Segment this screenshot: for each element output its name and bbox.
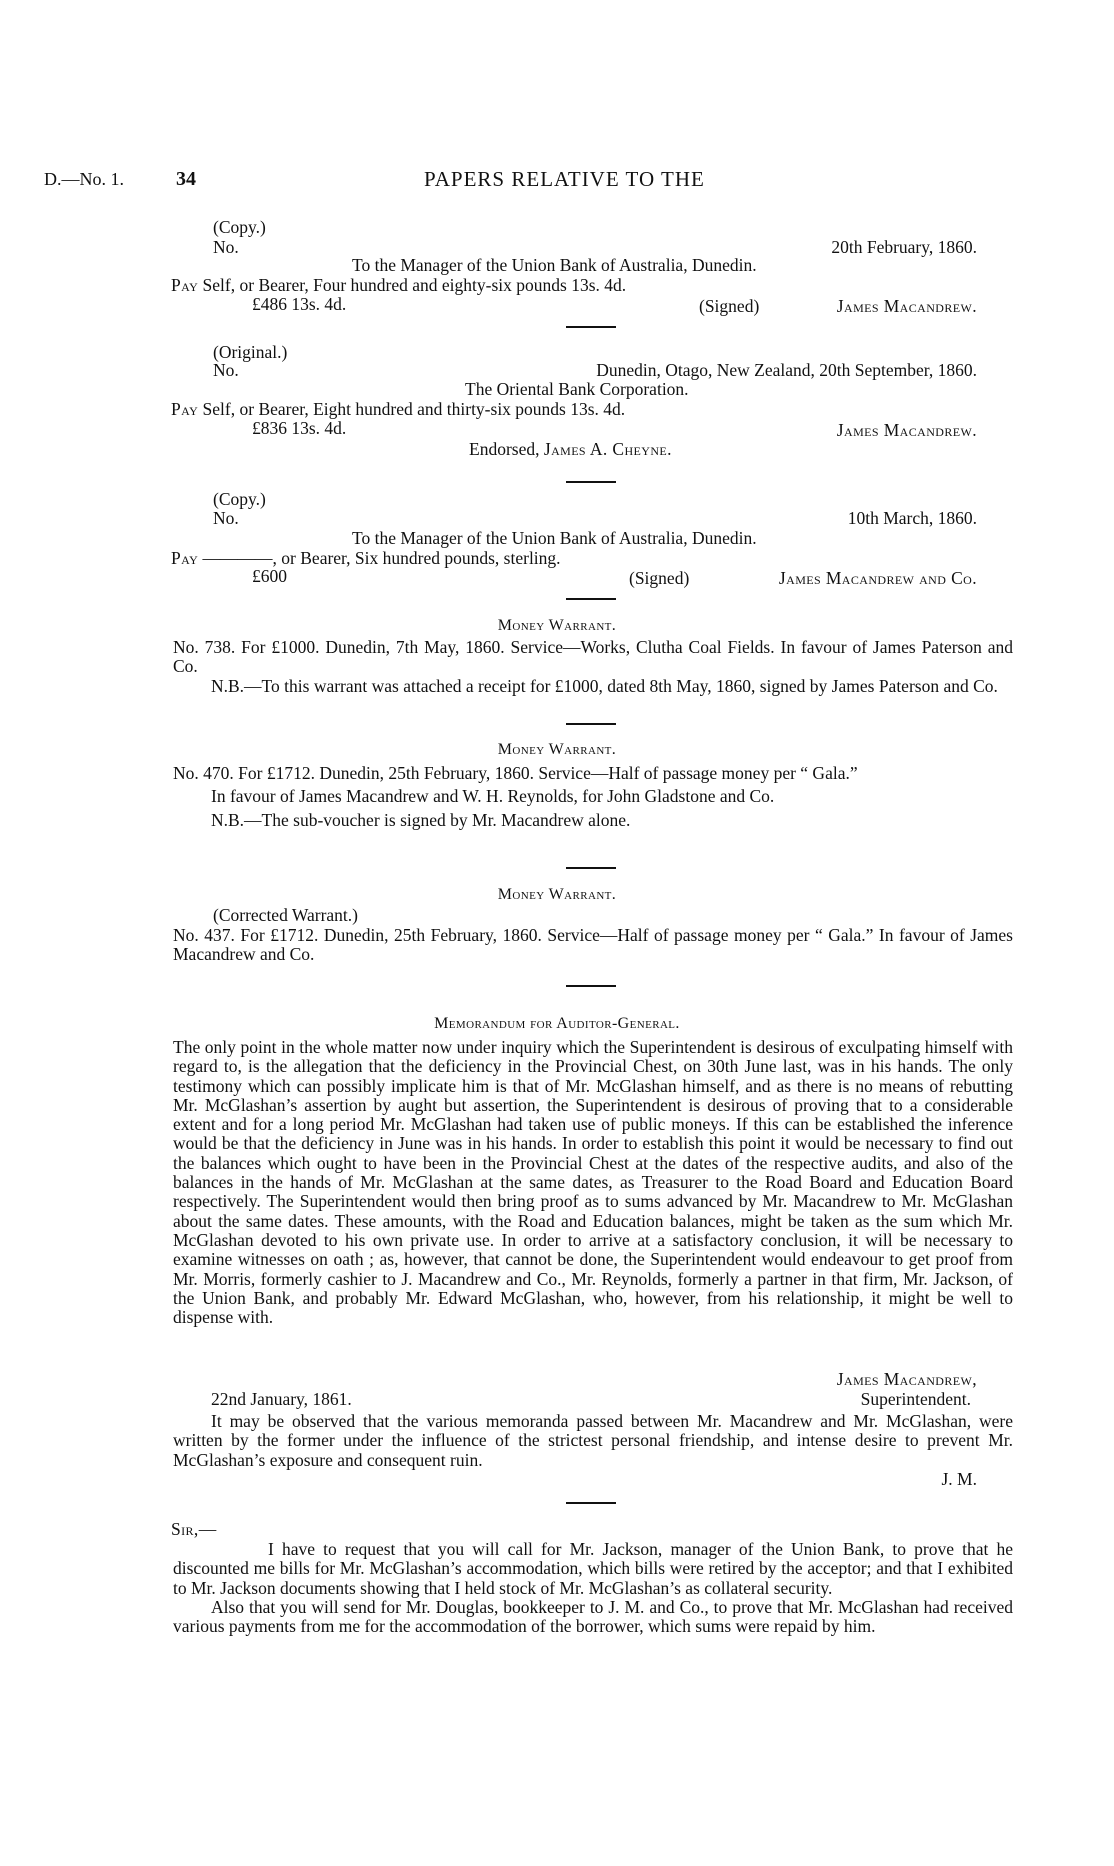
cheque1-no: No. <box>213 237 239 257</box>
memorandum-note: It may be observed that the various memoranda passed between Mr. Macandrew and Mr. McGlashan, were written by the former under the influence of the strictest personal friendship, and intense desire to prevent Mr. McGlashan’s exposure and consequent ruin. <box>173 1411 1013 1470</box>
letter-body <box>173 1540 1013 1636</box>
warrant1-nb: N.B.—To this warrant was attached a receipt for £1000, dated 8th May, 1860, signed by James Paterson and Co. <box>211 675 998 696</box>
cheque2-date: Dunedin, Otago, New Zealand, 20th September, 1860. <box>596 360 977 380</box>
cheque3-pay-line <box>171 549 561 568</box>
divider <box>566 481 616 483</box>
warrant2-heading: Money Warrant. <box>497 741 617 758</box>
cheque3-signer: James Macandrew and Co. <box>778 568 977 588</box>
cheque1-signed: (Signed) <box>699 296 760 316</box>
divider <box>566 598 616 600</box>
memorandum-signer-title: Superintendent. <box>860 1389 971 1409</box>
cheque3-label: (Copy.) <box>213 489 266 509</box>
cheque3-signed: (Signed) <box>629 568 690 588</box>
memorandum-heading: Memorandum for Auditor-General. <box>434 1015 680 1032</box>
cheque3-date: 10th March, 1860. <box>847 508 977 528</box>
letter-salutation: Sir,— <box>171 1519 217 1539</box>
warrant3-line: No. 437. For £1712. Dunedin, 25th February, 1860. Service—Half of passage money per “ Gala.” In favour of James Macandrew and Co. <box>173 925 1013 965</box>
warrant2-body <box>173 764 1013 830</box>
memorandum-date: 22nd January, 1861. <box>211 1389 352 1409</box>
cheque1-date: 20th February, 1860. <box>831 237 977 257</box>
warrant2-line: No. 470. For £1712. Dunedin, 25th February, 1860. Service—Half of passage money per “ Gala.” <box>173 763 858 783</box>
letter-paragraph: I have to request that you will call for Mr. Jackson, manager of the Union Bank, to prove that he discounted me bills for Mr. McGlashan’s accommodation, which bills were retired by the acceptor; and that I exhibited to Mr. Jackson documents showing that I held stock of Mr. McGlashan’s as collateral security. <box>173 1539 1013 1598</box>
cheque2-endorsed-name: James A. Cheyne. <box>543 439 672 459</box>
document-reference: D.—No. 1. <box>44 169 124 189</box>
cheque3-pay-word: Pay <box>171 548 199 568</box>
cheque2-pay-word: Pay <box>171 399 199 419</box>
cheque2-endorsement <box>469 440 672 459</box>
cheque2-no: No. <box>213 360 239 380</box>
warrant1-line: No. 738. For £1000. Dunedin, 7th May, 1860. Service—Works, Clutha Coal Fields. In favour of James Paterson and Co. <box>173 637 1013 677</box>
warrant1-body <box>173 638 1013 696</box>
warrant2-nb: N.B.—The sub-voucher is signed by Mr. Macandrew alone. <box>211 809 631 830</box>
cheque3-addressee: To the Manager of the Union Bank of Australia, Dunedin. <box>352 528 757 548</box>
divider <box>566 985 616 987</box>
divider <box>566 326 616 328</box>
cheque2-pay-text: Self, or Bearer, Eight hundred and thirty-six pounds 13s. 4d. <box>202 399 626 419</box>
cheque2-bank: The Oriental Bank Corporation. <box>465 379 689 399</box>
cheque1-label: (Copy.) <box>213 217 266 237</box>
warrant3-heading: Money Warrant. <box>497 886 617 903</box>
page-number: 34 <box>176 168 196 190</box>
cheque2-amount: £836 13s. 4d. <box>252 418 347 438</box>
memorandum-body: The only point in the whole matter now under inquiry which the Superintendent is desirous of exculpating himself with regard to, is the allegation that the deficiency in the Provincial Chest, on 30th June last, was in his hands. The only testimony which can possibly implicate him is that of Mr. McGlashan himself, and as there is no means of rebutting Mr. McGlashan’s assertion by aught but assertion, the Superintendent is desirous of proving that to a considerable extent and for a long period Mr. McGlashan had taken use of public moneys. If this can be established the inference would be that the deficiency in June was in his hands. In order to establish this point it would be necessary to find out the balances which ought to have been in the Provincial Chest at the dates of the respective audits, and also of the balances in the hands of Mr. McGlashan at the same dates, as Treasurer to the Road Board and Education Board respectively. The Superintendent would then bring proof as to sums advanced by Mr. Macandrew to Mr. McGlashan about the same dates. These amounts, with the Road and Education balances, might be taken as the sum which Mr. McGlashan devoted to his own private use. In order to arrive at a satisfactory conclusion, it will be necessary to examine witnesses on oath ; as, however, that cannot be done, the Superintendent would endeavour to get proof from Mr. Morris, formerly cashier to J. Macandrew and Co., Mr. Reynolds, formerly a partner in that firm, Mr. Jackson, of the Union Bank, and probably Mr. Edward McGlashan, who, however, from his relationship, it might be well to dispense with. <box>173 1037 1013 1328</box>
cheque2-label: (Original.) <box>213 342 288 362</box>
cheque2-endorsed-label: Endorsed, <box>469 439 540 459</box>
divider <box>566 867 616 869</box>
letter-paragraph: Also that you will send for Mr. Douglas, bookkeeper to J. M. and Co., to prove that Mr. McGlashan had received various payments from me for the accommodation of the borrower, which sums were repaid by him. <box>173 1596 1013 1637</box>
page-title: PAPERS RELATIVE TO THE <box>424 167 705 191</box>
cheque2-signer: James Macandrew. <box>836 420 977 440</box>
cheque1-signer: James Macandrew. <box>836 296 977 316</box>
divider <box>566 1502 616 1504</box>
divider <box>566 723 616 725</box>
cheque1-pay-line <box>171 276 626 295</box>
cheque1-pay-text: Self, or Bearer, Four hundred and eighty-six pounds 13s. 4d. <box>202 275 627 295</box>
cheque3-amount: £600 <box>252 566 287 586</box>
cheque3-no: No. <box>213 508 239 528</box>
warrant2-favour: In favour of James Macandrew and W. H. Reynolds, for John Gladstone and Co. <box>211 786 775 807</box>
cheque2-pay-line <box>171 400 625 419</box>
memorandum-signer: James Macandrew, <box>836 1369 977 1389</box>
warrant3-body <box>173 926 1013 965</box>
cheque1-amount: £486 13s. 4d. <box>252 294 347 314</box>
warrant1-heading: Money Warrant. <box>497 617 617 634</box>
cheque1-addressee: To the Manager of the Union Bank of Australia, Dunedin. <box>352 255 757 275</box>
cheque3-pay-text: ————, or Bearer, Six hundred pounds, sterling. <box>202 548 561 568</box>
warrant3-corrected: (Corrected Warrant.) <box>213 905 358 925</box>
cheque1-pay-word: Pay <box>171 275 199 295</box>
memorandum-initials: J. M. <box>941 1469 977 1489</box>
